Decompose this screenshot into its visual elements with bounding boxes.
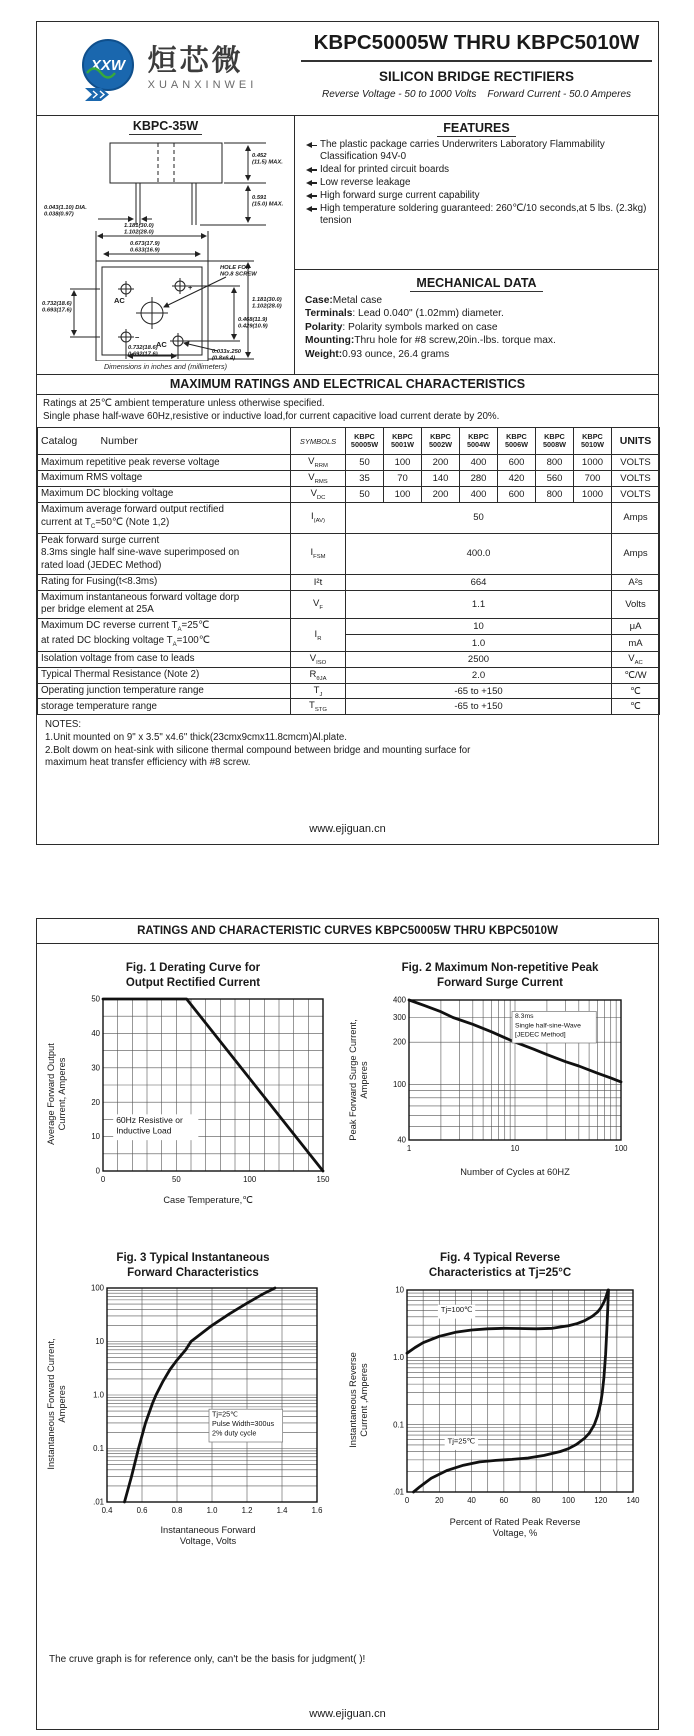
svg-text:100: 100 [392, 1079, 406, 1089]
svg-text:1.4: 1.4 [276, 1505, 288, 1515]
table-row [38, 667, 660, 683]
value-cell: 35 [346, 471, 384, 487]
value-cell: 700 [574, 471, 612, 487]
parameter-cell: Maximum RMS voltage [38, 471, 291, 487]
value-cell: 50 [346, 455, 384, 471]
symbol-cell: $V_F$ [291, 590, 346, 618]
value-cell: 200 [422, 455, 460, 471]
note-line: maximum heat transfer efficiency with #8 screw. [45, 757, 251, 769]
unit-cell: μA [612, 619, 660, 635]
dimension-label: 0.693(17.6) [41, 307, 72, 314]
unit-cell: Amps [612, 503, 660, 534]
svg-text:Inductive Load: Inductive Load [116, 1125, 172, 1136]
symbol-cell: $V_{RMS}$ [291, 471, 346, 487]
value-cell: 1000 [574, 455, 612, 471]
unit-cell: Amps [612, 533, 660, 574]
unit-cell: VOLTS [612, 487, 660, 503]
value-cell: 50 [346, 503, 612, 534]
symbol-cell: $I_R$ [291, 619, 346, 652]
logo-mark-icon [75, 36, 141, 102]
figure-4-reverse-characteristics [345, 1251, 655, 1540]
dimension-label: 0.043(1.10) DIA. [43, 205, 87, 211]
parameter-cell: Isolation voltage from case to leads [38, 651, 291, 667]
dimension-label: 0.452 [251, 153, 267, 159]
svg-text:1.2: 1.2 [241, 1505, 253, 1515]
svg-text:150: 150 [316, 1174, 330, 1184]
svg-text:100: 100 [243, 1174, 257, 1184]
features-list [305, 139, 648, 227]
value-cell: 200 [422, 487, 460, 503]
table-row [38, 683, 660, 699]
dimension-label: 1.181(30.0) [251, 297, 282, 303]
svg-text:20: 20 [91, 1097, 100, 1107]
value-cell: 800 [536, 487, 574, 503]
svg-text:1.0: 1.0 [206, 1505, 218, 1515]
mechanical-data-section [295, 269, 658, 374]
dimension-label: 1.181(30.0) [123, 223, 154, 229]
figure-3-forward-characteristics [43, 1251, 343, 1548]
parameter-cell: Maximum repetitive peak reverse voltage [38, 455, 291, 471]
unit-cell: ℃ [612, 699, 660, 715]
dimension-label: (0.8x6.4) [211, 355, 235, 361]
dimension-label: 0.692(17.6) [127, 351, 158, 358]
symbol-cell: $V_{ISO}$ [291, 651, 346, 667]
svg-text:Tj=25℃: Tj=25℃ [447, 1436, 476, 1446]
table-row [38, 487, 660, 503]
figure-title: Fig. 4 Typical Reverse Characteristics at Tj=25°C [428, 1252, 572, 1279]
chart-plot [71, 994, 333, 1194]
datasheet-page-1 [36, 21, 659, 845]
unit-cell: ℃ [612, 683, 660, 699]
svg-text:1.0: 1.0 [393, 1352, 404, 1362]
arrow-bullet-icon [306, 207, 317, 211]
svg-text:10: 10 [395, 1285, 404, 1295]
svg-text:0.8: 0.8 [171, 1505, 183, 1515]
part-column-header: KBPC 5008W [536, 428, 574, 455]
figure-2-surge-current [345, 961, 655, 1178]
arrow-bullet-icon [306, 194, 317, 198]
table-row [38, 471, 660, 487]
ratings-tagline: Reverse Voltage - 50 to 1000 Volts Forward Current - 50.0 Amperes [321, 89, 632, 100]
x-axis-label: Instantaneous Forward Voltage, Volts [160, 1524, 256, 1547]
note-line: 1.Unit mounted on 9" x 3.5" x4.6" thick(23cmx9cmx11.8cmcm)Al.plate. [45, 731, 347, 743]
dimension-label: HOLE FOR [219, 265, 250, 271]
svg-text:Single half-sine-Wave: Single half-sine-Wave [515, 1022, 581, 1030]
svg-text:20: 20 [434, 1495, 444, 1505]
table-row [38, 590, 660, 618]
value-cell: 100 [384, 455, 422, 471]
value-cell: 280 [460, 471, 498, 487]
arrow-bullet-icon [306, 181, 317, 185]
part-number-title: KBPC50005W THRU KBPC5010W [301, 31, 652, 62]
value-cell: 100 [384, 487, 422, 503]
x-axis-label: Percent of Rated Peak Reverse Voltage, % [449, 1516, 581, 1539]
dimension-label: 0.732(18.6) [41, 301, 72, 307]
value-cell: -65 to +150 [346, 683, 612, 699]
svg-text:1.6: 1.6 [311, 1505, 323, 1515]
parameter-cell: Maximum average forward output rectified current at $T_C=50℃$ (Note 1,2) [38, 503, 291, 534]
svg-text:2% duty cycle: 2% duty cycle [212, 1428, 257, 1438]
table-row [38, 651, 660, 667]
part-column-header: KBPC 5004W [460, 428, 498, 455]
y-axis-label: Instantaneous Reverse Current ,Amperes [347, 1352, 369, 1448]
value-cell: 400 [460, 455, 498, 471]
svg-text:Tj=100℃: Tj=100℃ [440, 1305, 473, 1315]
features-section [295, 116, 658, 269]
svg-text:0: 0 [100, 1174, 106, 1184]
ratings-table [37, 427, 660, 715]
symbol-cell: $R_{\theta JA}$ [291, 667, 346, 683]
svg-text:10: 10 [91, 1132, 100, 1142]
unit-cell: VOLTS [612, 471, 660, 487]
svg-text:120: 120 [594, 1495, 608, 1505]
datasheet-page-2 [36, 918, 659, 1730]
svg-text:100: 100 [561, 1495, 575, 1505]
brand-name-en: XUANXINWEI [147, 78, 258, 91]
chart-plot [71, 1284, 333, 1524]
table-row [38, 533, 660, 574]
figure-title: Fig. 2 Maximum Non-repetitive Peak Forward Surge Current [401, 962, 599, 989]
reference-footnote: The cruve graph is for reference only, can't be the basis for judgment( )! [49, 1654, 366, 1665]
dimension-label: 0.633(16.9) [129, 247, 160, 254]
product-family: SILICON BRIDGE RECTIFIERS [378, 69, 574, 84]
symbol-cell: $T_{STG}$ [291, 699, 346, 715]
svg-text:30: 30 [91, 1063, 100, 1073]
svg-text:40: 40 [467, 1495, 476, 1505]
svg-text:200: 200 [392, 1037, 406, 1047]
title-block [295, 22, 658, 115]
svg-text:60Hz Resistive or: 60Hz Resistive or [116, 1114, 183, 1125]
value-cell: 400.0 [346, 533, 612, 574]
y-axis-label: Instantaneous Forward Current, Amperes [45, 1338, 67, 1470]
brand-name-cn: 烜芯微 [147, 45, 244, 78]
svg-text:40: 40 [91, 1028, 100, 1038]
feature-text: The plastic package carries Underwriters Laboratory Flammability Classification 94V-0 [320, 139, 605, 162]
value-cell: 10 [346, 619, 612, 635]
header [37, 22, 658, 116]
value-cell: 1.1 [346, 590, 612, 618]
units-header: UNITS [612, 428, 660, 455]
feature-text: High temperature soldering guaranteed: 260℃/10 seconds,at 5 lbs. (2.3kg) tension [320, 202, 647, 226]
dimension-label: 1.102(28.0) [123, 229, 154, 236]
svg-text:50: 50 [91, 994, 100, 1004]
package-name: KBPC-35W [37, 119, 294, 133]
mechanical-items [305, 294, 648, 361]
dimension-label: 0.591 [251, 195, 267, 201]
x-axis-label: Case Temperature,℃ [163, 1194, 253, 1205]
y-axis-label: Average Forward Output Current, Amperes [45, 1043, 67, 1145]
svg-text:100: 100 [90, 1283, 104, 1293]
feature-text: High forward surge current capability [320, 189, 480, 201]
svg-text:10: 10 [510, 1143, 520, 1153]
catalog-header: Catalog Number [38, 428, 291, 455]
value-cell: 600 [498, 487, 536, 503]
terminal-label: + [187, 283, 192, 292]
dimension-label: 1.102(28.0) [251, 303, 282, 310]
svg-text:60: 60 [499, 1495, 509, 1505]
svg-text:10: 10 [95, 1336, 104, 1346]
unit-cell: Volts [612, 590, 660, 618]
dimension-label: (11.5) MAX. [251, 159, 283, 166]
symbol-cell: $T_J$ [291, 683, 346, 699]
svg-text:400: 400 [392, 995, 406, 1005]
feature-item [305, 177, 648, 189]
mechanical-heading: MECHANICAL DATA [305, 276, 648, 290]
note-line: 2.Bolt dowm on heat-sink with silicone thermal compound between bridge and mounting surface for [45, 744, 471, 756]
parameter-cell: Typical Thermal Resistance (Note 2) [38, 667, 291, 683]
note-line: NOTES: [45, 719, 82, 731]
table-row [38, 619, 660, 635]
part-column-header: KBPC 5001W [384, 428, 422, 455]
value-cell: 800 [536, 455, 574, 471]
value-cell: 2.0 [346, 667, 612, 683]
website-url: www.ejiguan.cn [309, 823, 386, 835]
part-column-header: KBPC 5006W [498, 428, 536, 455]
package-outline-drawing [40, 133, 292, 361]
value-cell: 1000 [574, 487, 612, 503]
unit-cell: ℃/W [612, 667, 660, 683]
unit-cell: A²s [612, 574, 660, 590]
part-column-header: KBPC 50005W [346, 428, 384, 455]
svg-text:0: 0 [95, 1166, 100, 1176]
table-row [38, 699, 660, 715]
symbol-cell: $V_{RRM}$ [291, 455, 346, 471]
table-header-row [38, 428, 660, 455]
x-axis-label: Number of Cycles at 60HZ [460, 1166, 570, 1177]
dimension-label: 0.732(18.6) [127, 345, 158, 351]
feature-item [305, 164, 648, 176]
svg-text:0: 0 [404, 1495, 410, 1505]
svg-text:1.0: 1.0 [93, 1390, 104, 1400]
parameter-cell: Peak forward surge current 8.3ms single half sine-wave superimposed on rated load (JEDEC Method) [38, 533, 291, 574]
svg-text:50: 50 [171, 1174, 181, 1184]
value-cell: 50 [346, 487, 384, 503]
max-ratings-heading: MAXIMUM RATINGS AND ELECTRICAL CHARACTERISTICS [37, 374, 658, 395]
dimension-label: NO.8 SCREW [219, 271, 257, 278]
dimension-label: 0.673(17.9) [129, 241, 160, 247]
feature-item [305, 190, 648, 202]
mechanical-item: Mounting:Thru hole for #8 screw,20in.-lbs. torque max. [305, 335, 556, 347]
value-cell: 420 [498, 471, 536, 487]
svg-text:.01: .01 [393, 1487, 404, 1497]
parameter-cell: Operating junction temperature range [38, 683, 291, 699]
symbols-header: SYMBOLS [291, 428, 346, 455]
table-row [38, 455, 660, 471]
mechanical-item: Terminals: Lead 0.040" (1.02mm) diameter. [305, 308, 504, 320]
svg-text:1: 1 [406, 1143, 412, 1153]
brand-logo [37, 22, 295, 115]
features-heading: FEATURES [305, 121, 648, 135]
value-cell: 400 [460, 487, 498, 503]
y-axis-label: Peak Forward Surge Current, Amperes [347, 1019, 369, 1141]
notes-block [37, 715, 658, 773]
chart-plot [373, 994, 635, 1166]
svg-text:.01: .01 [93, 1497, 104, 1507]
arrow-bullet-icon [306, 143, 317, 147]
curves-heading: RATINGS AND CHARACTERISTIC CURVES KBPC50005W THRU KBPC5010W [37, 919, 658, 944]
value-cell: 664 [346, 574, 612, 590]
dimension-label: (15.0) MAX. [251, 201, 283, 208]
figure-title: Fig. 3 Typical Instantaneous Forward Characteristics [116, 1252, 270, 1279]
table-row [38, 503, 660, 534]
svg-text:100: 100 [614, 1143, 628, 1153]
value-cell: -65 to +150 [346, 699, 612, 715]
unit-cell: $V_{AC}$ [612, 651, 660, 667]
terminal-label: − [134, 333, 139, 342]
chart-plot [373, 1284, 645, 1516]
feature-text: Low reverse leakage [320, 176, 411, 188]
ratings-condition-2: Single phase half-wave 60Hz,resistive or inductive load,for current capacitive load current derate by 20%. [43, 410, 500, 422]
parameter-cell: storage temperature range [38, 699, 291, 715]
svg-text:XXW: XXW [90, 56, 125, 74]
part-column-header: KBPC 5010W [574, 428, 612, 455]
parameter-cell: Maximum DC blocking voltage [38, 487, 291, 503]
parameter-cell: Maximum DC reverse current $T_A=25℃$ at rated DC blocking voltage $T_A=100℃$ [38, 619, 291, 652]
arrow-bullet-icon [306, 168, 317, 172]
dimension-label: 0.033x.250 [211, 349, 241, 355]
svg-text:Tj=25℃: Tj=25℃ [212, 1409, 239, 1419]
terminal-label: AC [155, 340, 167, 349]
brand-text [148, 46, 258, 90]
mechanical-item: Weight:0.93 ounce, 26.4 grams [305, 348, 450, 360]
table-row [38, 574, 660, 590]
dimension-label: 0.038(0.97) [43, 211, 74, 218]
value-cell: 2500 [346, 651, 612, 667]
terminal-label: AC [113, 296, 125, 305]
svg-text:0.1: 0.1 [93, 1443, 104, 1453]
drawing-caption: Dimensions in inches and (millimeters) [103, 362, 228, 371]
svg-text:300: 300 [392, 1012, 406, 1022]
value-cell: 560 [536, 471, 574, 487]
svg-text:140: 140 [626, 1495, 640, 1505]
svg-text:0.1: 0.1 [393, 1420, 404, 1430]
parameter-cell: Maximum instantaneous forward voltage dorp per bridge element at 25A [38, 590, 291, 618]
parameter-cell: Rating for Fusing(t<8.3ms) [38, 574, 291, 590]
part-column-header: KBPC 5002W [422, 428, 460, 455]
symbol-cell: $V_{DC}$ [291, 487, 346, 503]
mechanical-item: Case:Metal case [305, 295, 383, 306]
dimension-label: 0.468(11.9) [237, 317, 267, 323]
figure-1-derating-curve [43, 961, 343, 1206]
feature-item [305, 203, 648, 227]
symbol-cell: I²t [291, 574, 346, 590]
value-cell: 1.0 [346, 635, 612, 651]
svg-text:0.4: 0.4 [101, 1505, 113, 1515]
value-cell: 140 [422, 471, 460, 487]
unit-cell: mA [612, 635, 660, 651]
symbol-cell: $I_{(AV)}$ [291, 503, 346, 534]
svg-text:8.3ms: 8.3ms [515, 1013, 534, 1021]
mechanical-item: Polarity: Polarity symbols marked on case [305, 321, 498, 333]
svg-text:0.6: 0.6 [136, 1505, 148, 1515]
package-drawing-panel [37, 116, 295, 374]
dimension-label: 0.429(10.9) [237, 323, 268, 330]
figure-title: Fig. 1 Derating Curve for Output Rectified Current [125, 962, 261, 989]
website-url: www.ejiguan.cn [309, 1708, 386, 1720]
ratings-conditions [37, 395, 658, 427]
feature-text: Ideal for printed circuit boards [320, 163, 450, 175]
unit-cell: VOLTS [612, 455, 660, 471]
value-cell: 70 [384, 471, 422, 487]
svg-text:[JEDEC Method]: [JEDEC Method] [515, 1031, 566, 1039]
feature-item [305, 139, 648, 163]
svg-text:40: 40 [397, 1135, 406, 1145]
svg-text:Pulse Width=300us: Pulse Width=300us [212, 1418, 275, 1428]
value-cell: 600 [498, 455, 536, 471]
symbol-cell: $I_{FSM}$ [291, 533, 346, 574]
ratings-condition-1: Ratings at 25℃ ambient temperature unless otherwise specified. [43, 398, 325, 409]
svg-text:80: 80 [531, 1495, 541, 1505]
